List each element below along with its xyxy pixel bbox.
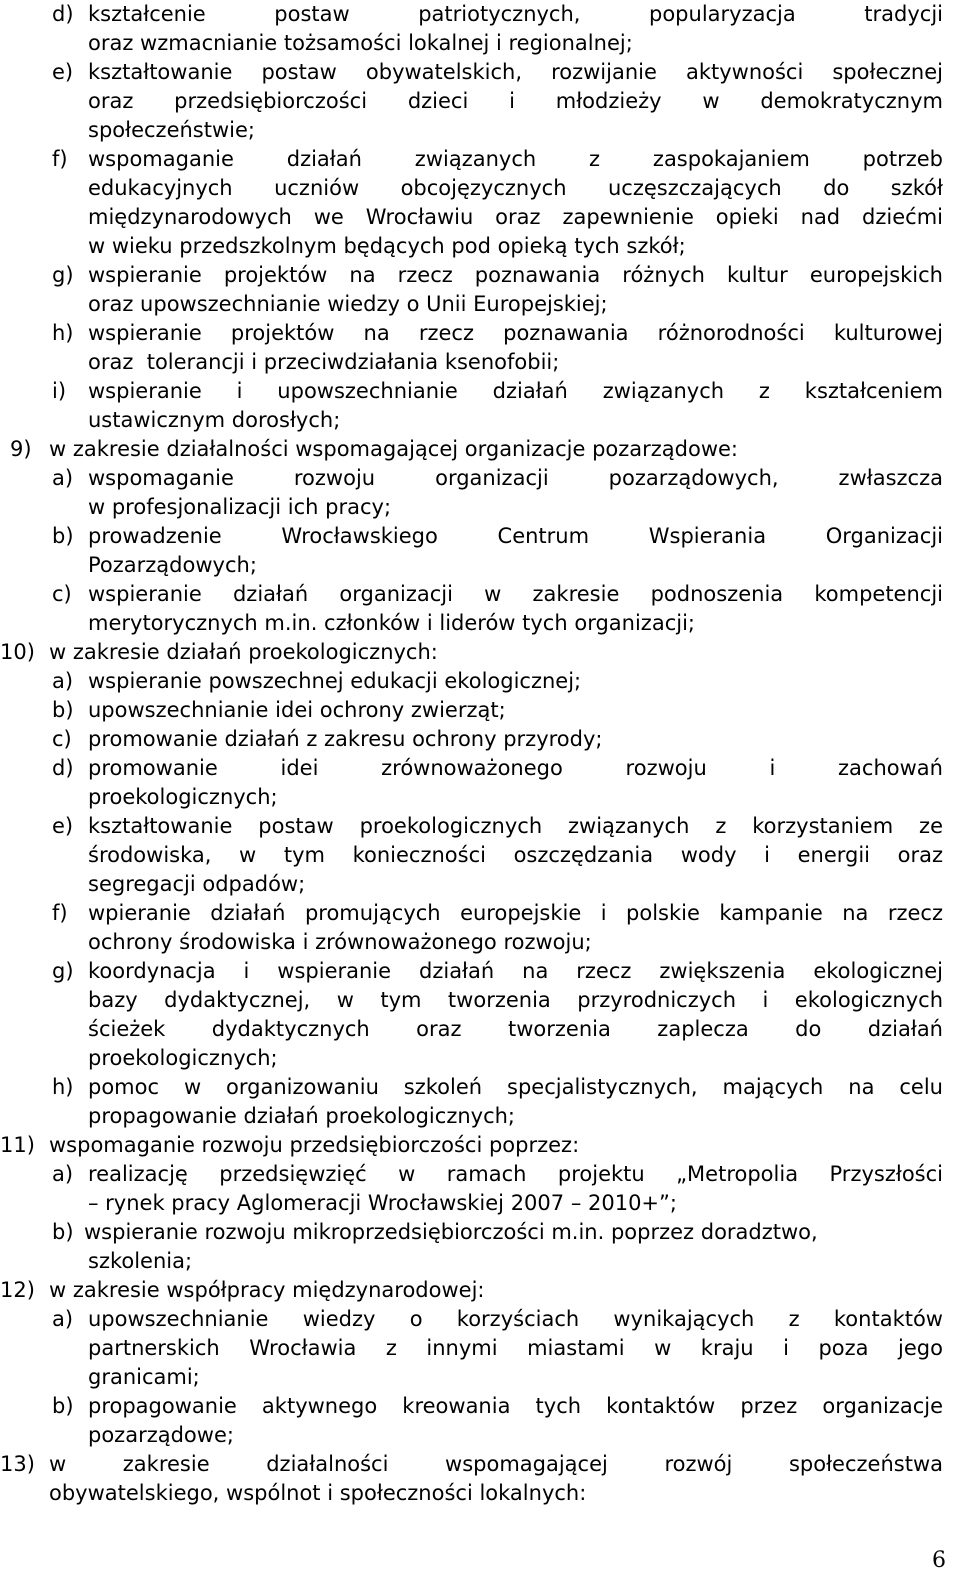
- section-heading: w zakresie współpracy międzynarodowej:: [49, 1278, 485, 1302]
- text-line: realizację przedsięwzięć w ramach projektu „Metropolia Przyszłości: [88, 1162, 943, 1186]
- text-line: społeczeństwie;: [88, 118, 255, 142]
- section-heading: wspomaganie rozwoju przedsiębiorczości poprzez:: [49, 1133, 580, 1157]
- text-line: w wieku przedszkolnym będących pod opieką tych szkół;: [88, 234, 686, 258]
- item-label-b: b): [52, 1394, 74, 1418]
- text-line: wspieranie projektów na rzecz poznawania różnych kultur europejskich: [88, 263, 943, 287]
- text-line: promowanie idei zrównoważonego rozwoju i zachowań: [88, 756, 943, 780]
- item-label-f: f): [52, 901, 68, 925]
- text-line: w profesjonalizacji ich pracy;: [88, 495, 392, 519]
- item-label-e: e): [52, 60, 74, 84]
- item-label-b: b): [52, 524, 74, 548]
- page-number: 6: [932, 1548, 946, 1573]
- text-line: środowiska, w tym konieczności oszczędzania wody i energii oraz: [88, 843, 943, 867]
- text-line: oraz upowszechnianie wiedzy o Unii Europejskiej;: [88, 292, 608, 316]
- text-line: – rynek pracy Aglomeracji Wrocławskiej 2007 – 2010+”;: [88, 1191, 677, 1215]
- item-label-a: a): [52, 669, 74, 693]
- text-line: oraz przedsiębiorczości dzieci i młodzieży w demokratycznym: [88, 89, 943, 113]
- text-line: Pozarządowych;: [88, 553, 257, 577]
- item-label-a: a): [52, 1162, 74, 1186]
- text-line: upowszechnianie wiedzy o korzyściach wynikających z kontaktów: [88, 1307, 943, 1331]
- item-label-c: c): [52, 582, 72, 606]
- text-line: edukacyjnych uczniów obcojęzycznych uczęszczających do szkół: [88, 176, 943, 200]
- text-line: kształcenie postaw patriotycznych, popularyzacja tradycji: [88, 2, 943, 26]
- text-line: propagowanie działań proekologicznych;: [88, 1104, 516, 1128]
- section-number-13: 13): [0, 1452, 35, 1476]
- text-line: kształtowanie postaw proekologicznych związanych z korzystaniem ze: [88, 814, 943, 838]
- item-label-b: b): [52, 1220, 74, 1244]
- item-label-g: g): [52, 263, 74, 287]
- section-heading: w zakresie działań proekologicznych:: [49, 640, 438, 664]
- text-line: oraz wzmacnianie tożsamości lokalnej i regionalnej;: [88, 31, 633, 55]
- text-line: ustawicznym dorosłych;: [88, 408, 341, 432]
- text-line: partnerskich Wrocławia z innymi miastami w kraju i poza jego: [88, 1336, 943, 1360]
- item-label-d: d): [52, 756, 74, 780]
- item-label-a: a): [52, 1307, 74, 1331]
- item-label-f: f): [52, 147, 68, 171]
- text-line: wspieranie powszechnej edukacji ekologicznej;: [88, 669, 582, 693]
- text-line: wspieranie rozwoju mikroprzedsiębiorczości m.in. poprzez doradztwo,: [84, 1220, 818, 1244]
- text-line: promowanie działań z zakresu ochrony przyrody;: [88, 727, 603, 751]
- text-line: obywatelskiego, wspólnot i społeczności lokalnych:: [49, 1481, 587, 1505]
- section-number-10: 10): [0, 640, 35, 664]
- section-heading: w zakresie działalności wspomagającej rozwój społeczeństwa: [49, 1452, 943, 1476]
- item-label-b: b): [52, 698, 74, 722]
- text-line: koordynacja i wspieranie działań na rzecz zwiększenia ekologicznej: [88, 959, 943, 983]
- item-label-d: d): [52, 2, 74, 26]
- text-line: kształtowanie postaw obywatelskich, rozwijanie aktywności społecznej: [88, 60, 943, 84]
- text-line: wspomaganie rozwoju organizacji pozarządowych, zwłaszcza: [88, 466, 943, 490]
- text-line: wspomaganie działań związanych z zaspokajaniem potrzeb: [88, 147, 943, 171]
- item-label-e: e): [52, 814, 74, 838]
- text-line: proekologicznych;: [88, 785, 278, 809]
- item-label-i: i): [52, 379, 67, 403]
- text-line: granicami;: [88, 1365, 200, 1389]
- section-heading: w zakresie działalności wspomagającej organizacje pozarządowe:: [49, 437, 739, 461]
- text-line: merytorycznych m.in. członków i liderów tych organizacji;: [88, 611, 695, 635]
- text-line: ścieżek dydaktycznych oraz tworzenia zaplecza do działań: [88, 1017, 943, 1041]
- text-line: segregacji odpadów;: [88, 872, 306, 896]
- text-line: ochrony środowiska i zrównoważonego rozwoju;: [88, 930, 592, 954]
- text-line: prowadzenie Wrocławskiego Centrum Wspierania Organizacji: [88, 524, 943, 548]
- text-line: międzynarodowych we Wrocławiu oraz zapewnienie opieki nad dziećmi: [88, 205, 943, 229]
- item-label-g: g): [52, 959, 74, 983]
- section-number-11: 11): [0, 1133, 35, 1157]
- text-line: szkolenia;: [88, 1249, 193, 1273]
- text-line: pomoc w organizowaniu szkoleń specjalistycznych, mających na celu: [88, 1075, 943, 1099]
- text-line: proekologicznych;: [88, 1046, 278, 1070]
- text-line: pozarządowe;: [88, 1423, 234, 1447]
- section-number-9: 9): [10, 437, 32, 461]
- item-label-h: h): [52, 321, 74, 345]
- text-line: propagowanie aktywnego kreowania tych kontaktów przez organizacje: [88, 1394, 943, 1418]
- text-line: wspieranie działań organizacji w zakresie podnoszenia kompetencji: [88, 582, 943, 606]
- text-line: upowszechnianie idei ochrony zwierząt;: [88, 698, 506, 722]
- section-number-12: 12): [0, 1278, 35, 1302]
- text-line: wpieranie działań promujących europejskie i polskie kampanie na rzecz: [88, 901, 943, 925]
- item-label-a: a): [52, 466, 74, 490]
- text-line: wspieranie projektów na rzecz poznawania różnorodności kulturowej: [88, 321, 943, 345]
- text-line: bazy dydaktycznej, w tym tworzenia przyrodniczych i ekologicznych: [88, 988, 943, 1012]
- item-label-h: h): [52, 1075, 74, 1099]
- item-label-c: c): [52, 727, 72, 751]
- text-line: oraz tolerancji i przeciwdziałania ksenofobii;: [88, 350, 560, 374]
- text-line: wspieranie i upowszechnianie działań związanych z kształceniem: [88, 379, 943, 403]
